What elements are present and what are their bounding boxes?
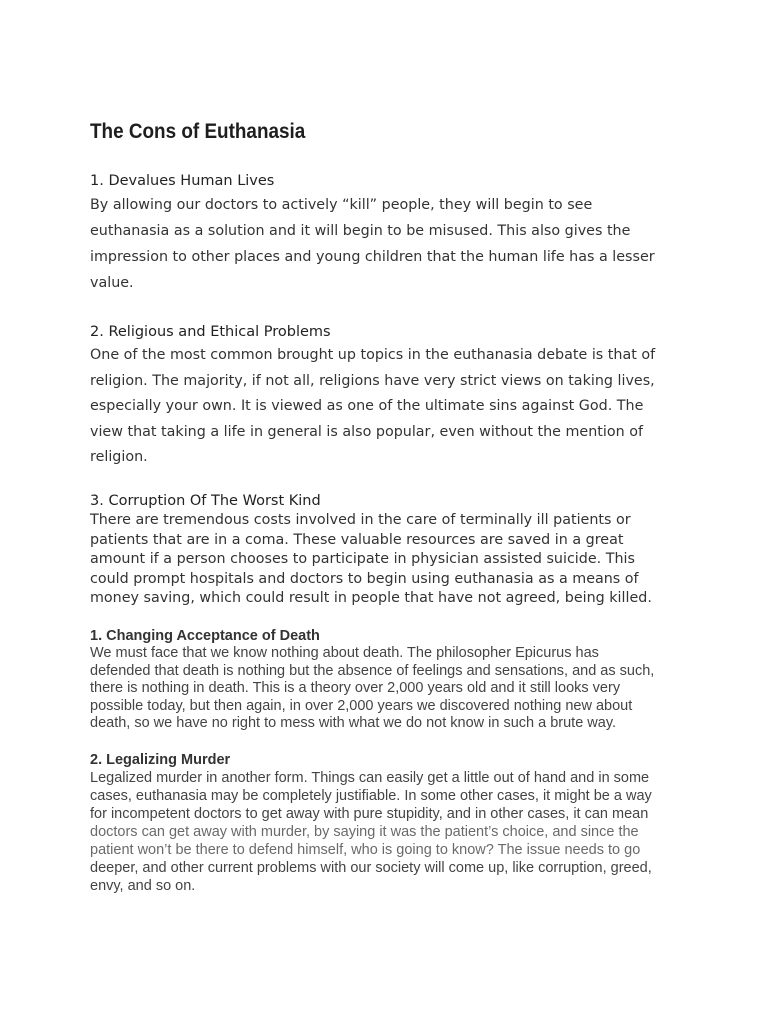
body-line: There are tremendous costs involved in the care of terminally ill patients or <box>90 512 631 528</box>
body-line: Legalized murder in another form. Things can easily get a little out of hand and in some <box>90 770 650 786</box>
body-line: religion. <box>90 449 148 465</box>
body-line: We must face that we know nothing about death. The philosopher Epicurus has <box>90 645 599 661</box>
section-changing-acceptance-of-death <box>90 627 690 733</box>
body-line: By allowing our doctors to actively “kill” people, they will begin to see <box>90 197 593 213</box>
body-line: view that taking a life in general is also popular, even without the mention of <box>90 423 643 440</box>
section-religious-ethical-problems <box>90 321 690 471</box>
section-legalizing-murder <box>90 751 690 895</box>
section-body <box>90 769 690 895</box>
body-line: amount if a person chooses to participate in physician assisted suicide. This <box>90 551 635 568</box>
section-body <box>90 511 690 609</box>
section-heading: 3. Corruption Of The Worst Kind <box>90 493 321 509</box>
body-line: value. <box>90 275 134 291</box>
section-heading: 1. Devalues Human Lives <box>90 173 275 189</box>
body-line: deeper, and other current problems with our society will come up, like corruption, greed, <box>90 860 652 876</box>
body-line: cases, euthanasia may be completely justifiable. In some other cases, it might be a way <box>90 788 652 804</box>
body-line: patient won’t be there to defend himself, who is going to know? The issue needs to go <box>90 842 641 858</box>
body-line: One of the most common brought up topics in the euthanasia debate is that of <box>90 347 656 363</box>
section-devalues-human-lives <box>90 170 690 296</box>
body-line: could prompt hospitals and doctors to begin using euthanasia as a means of <box>90 570 639 587</box>
section-heading: 2. Legalizing Murder <box>90 752 231 768</box>
body-line: religion. The majority, if not all, religions have very strict views on taking lives, <box>90 372 655 389</box>
section-corruption-worst-kind <box>90 491 690 609</box>
section-body <box>90 343 690 471</box>
document-title: The Cons of Euthanasia <box>90 120 306 143</box>
body-line: money saving, which could result in people that have not agreed, being killed. <box>90 590 652 607</box>
body-line: there is nothing in death. This is a theory over 2,000 years old and it still looks very <box>90 680 621 697</box>
body-line: defended that death is nothing but the absence of feelings and sensations, and as such, <box>90 662 655 679</box>
section-body <box>90 192 690 296</box>
body-line: patients that are in a coma. These valuable resources are saved in a great <box>90 531 624 548</box>
body-line: euthanasia as a solution and it will begin to be misused. This also gives the <box>90 223 631 239</box>
section-heading: 1. Changing Acceptance of Death <box>90 628 320 644</box>
body-line: envy, and so on. <box>90 878 196 894</box>
section-body <box>90 645 690 733</box>
body-line: impression to other places and young children that the human life has a lesser <box>90 249 655 265</box>
body-line: possible today, but then again, in over 2,000 years we discovered nothing new about <box>90 697 633 714</box>
body-line: doctors can get away with murder, by saying it was the patient’s choice, and since the <box>90 824 639 840</box>
body-line: death, so we have no right to mess with what we do not know in such a brute way. <box>90 715 617 732</box>
body-line: for incompetent doctors to get away with pure stupidity, and in other cases, it can mean <box>90 806 649 822</box>
body-line: especially your own. It is viewed as one of the ultimate sins against God. The <box>90 398 644 414</box>
section-heading: 2. Religious and Ethical Problems <box>90 324 331 340</box>
